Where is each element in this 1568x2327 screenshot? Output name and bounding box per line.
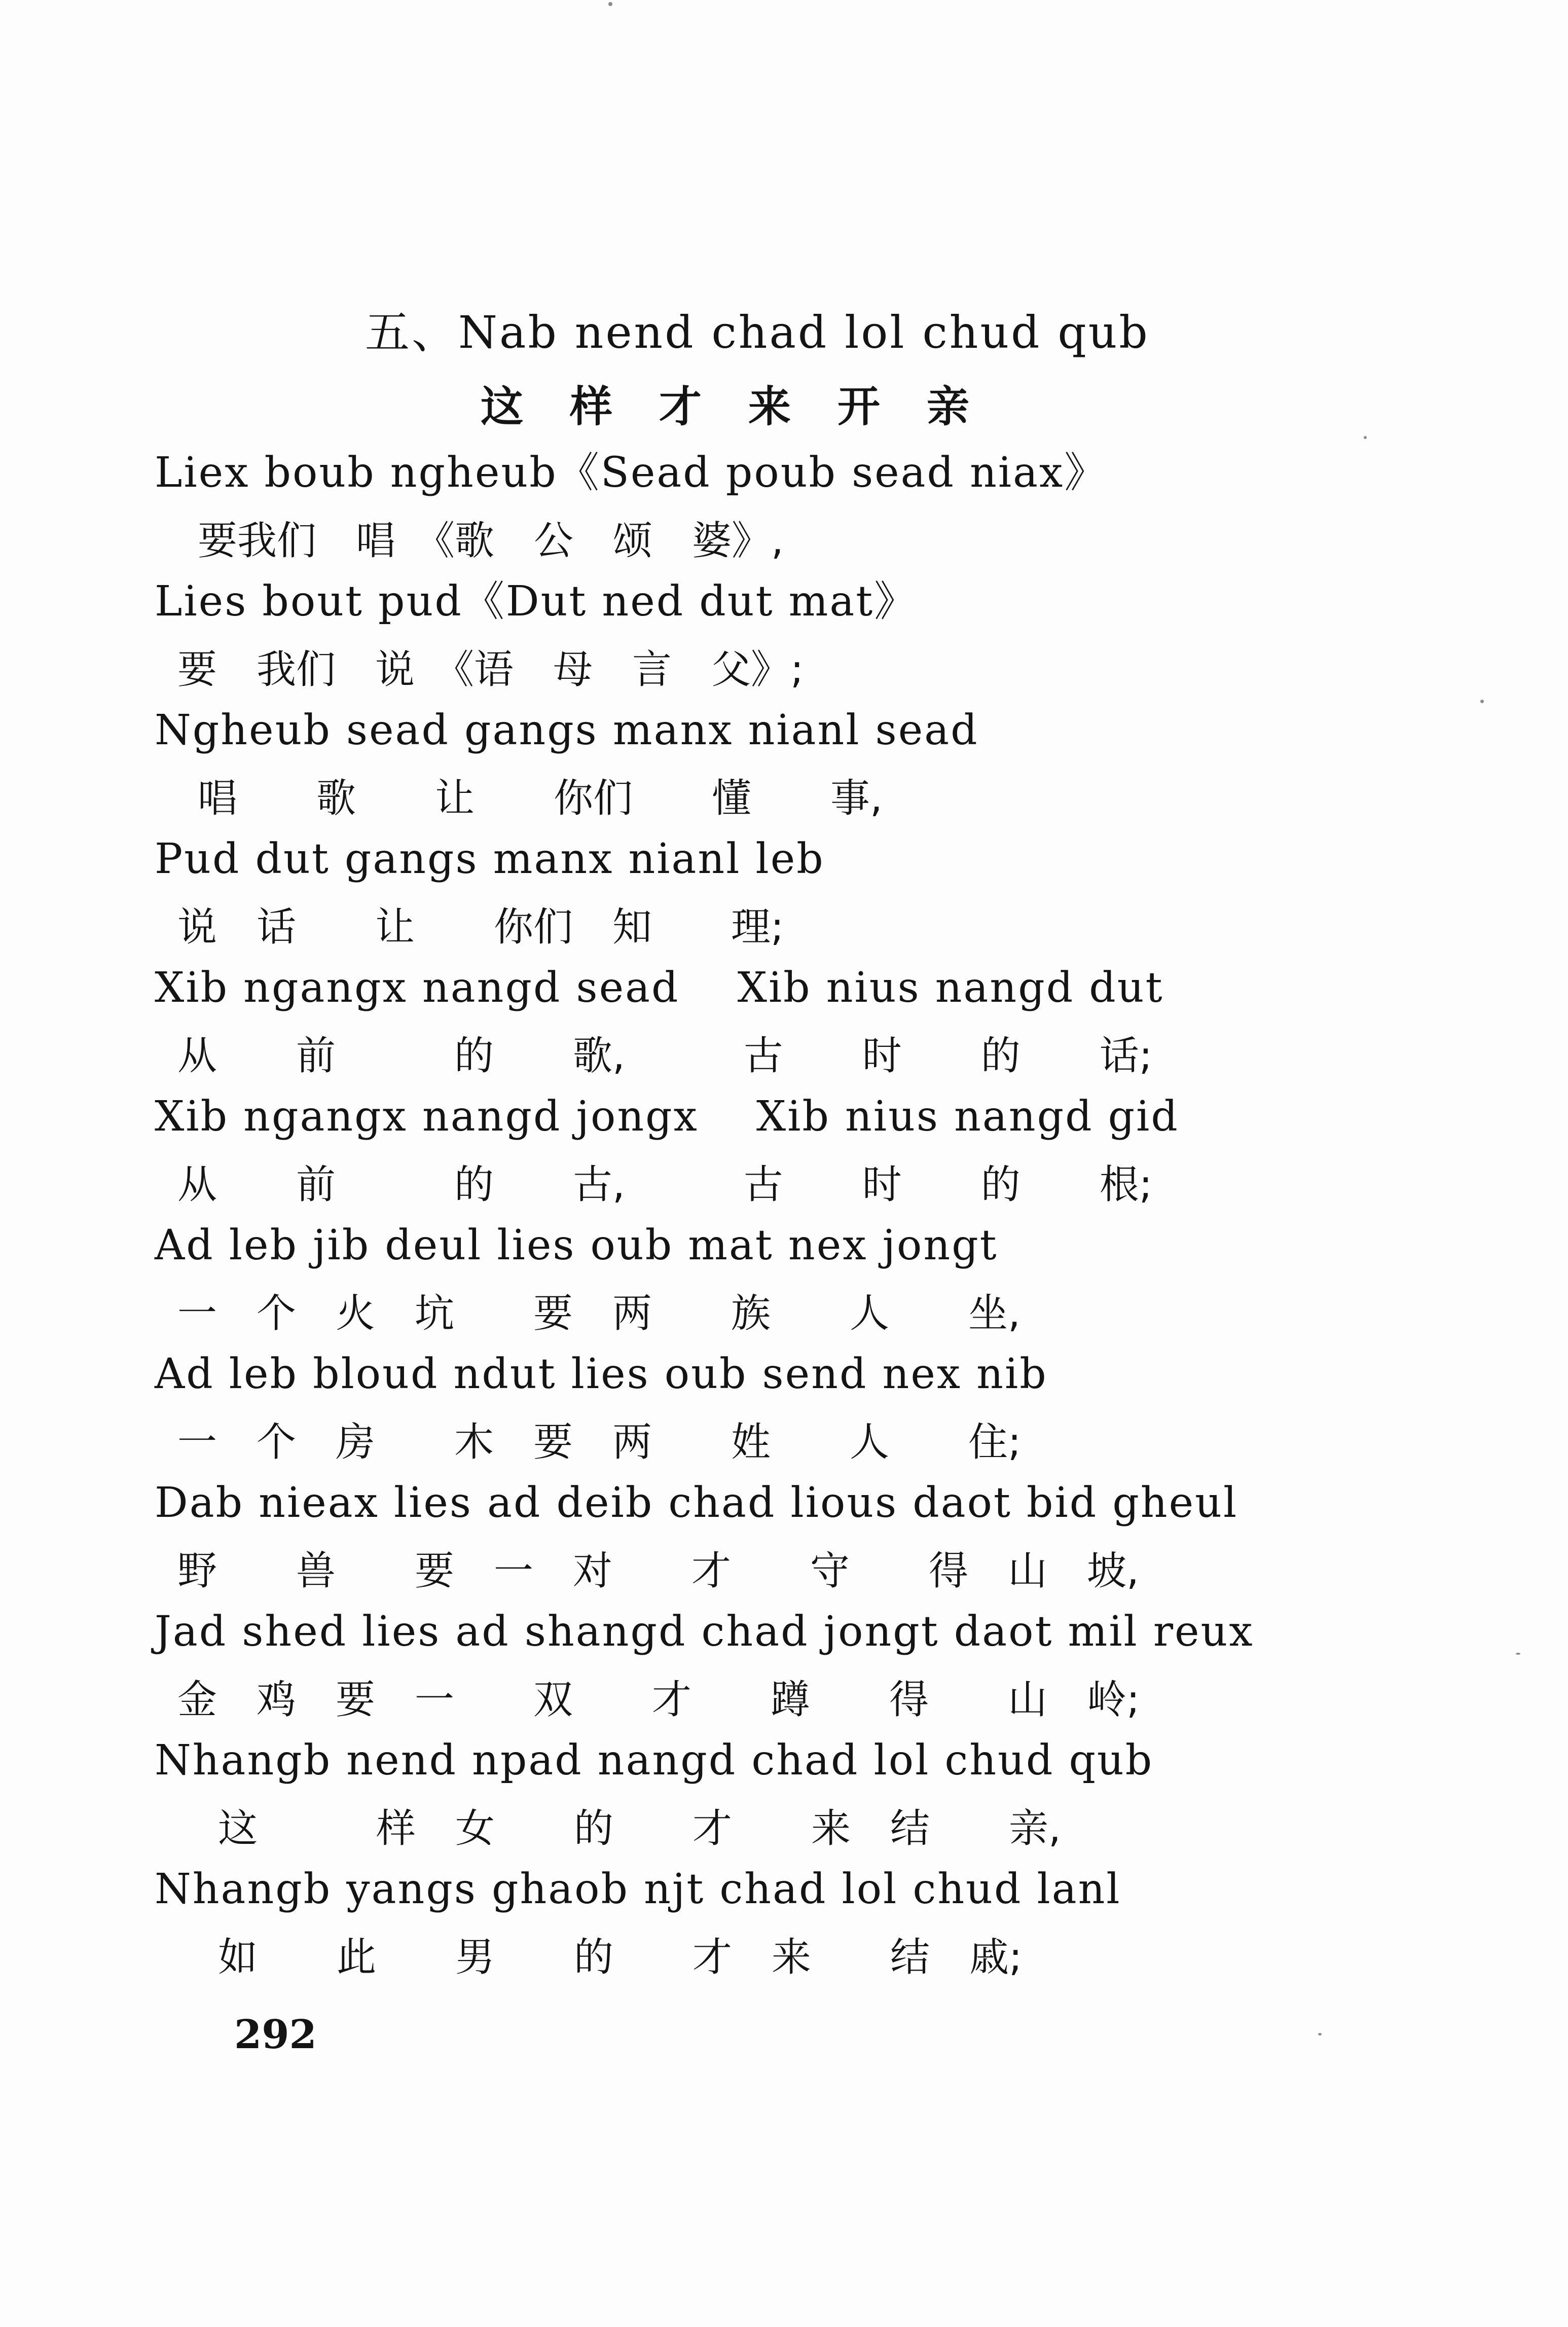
page-number: 292 <box>234 2012 317 2058</box>
verse-line-chinese: 一 个 房 木 要 两 姓 人 住; <box>177 1420 1022 1465</box>
verse-line-chinese: 这 样 女 的 才 来 结 亲, <box>218 1806 1061 1851</box>
verse-line-chinese: 从 前 的 歌, 古 时 的 话; <box>177 1033 1153 1079</box>
verse-line-miao: Lies bout pud《Dut ned dut mat》 <box>155 577 918 626</box>
section-heading-miao: 五、Nab nend chad lol chud qub <box>365 306 1150 358</box>
verse-line-chinese: 说 话 让 你们 知 理; <box>177 904 784 950</box>
verse-line-miao: Pud dut gangs manx nianl leb <box>155 835 825 883</box>
verse-line-miao: Ad leb jib deul lies oub mat nex jongt <box>155 1221 998 1269</box>
section-heading-chinese: 这样才来开亲 <box>481 382 1016 431</box>
verse-line-miao: Jad shed lies ad shangd chad jongt daot mil reux <box>155 1608 1254 1656</box>
verse-line-chinese: 从 前 的 古, 古 时 的 根; <box>177 1162 1153 1208</box>
verse-line-miao: Ad leb bloud ndut lies oub send nex nib <box>155 1350 1048 1398</box>
verse-line-chinese: 野 兽 要 一 对 才 守 得 山 坡, <box>177 1548 1139 1594</box>
verse-line-chinese: 如 此 男 的 才 来 结 戚; <box>218 1935 1023 1980</box>
scan-speck <box>1516 1653 1520 1655</box>
verse-line-chinese: 金 鸡 要 一 双 才 蹲 得 山 岭; <box>177 1677 1140 1723</box>
verse-line-miao: Xib ngangx nangd sead Xib nius nangd dut <box>155 964 1164 1012</box>
verse-line-miao: Nhangb yangs ghaob njt chad lol chud lanl <box>155 1865 1121 1913</box>
verse-line-miao: Liex boub ngheub《Sead poub sead niax》 <box>155 449 1108 497</box>
scan-speck <box>608 2 612 6</box>
verse-line-chinese: 要 我们 说 《语 母 言 父》; <box>177 647 804 693</box>
verse-line-miao: Dab nieax lies ad deib chad lious daot bid gheul <box>155 1479 1238 1527</box>
scan-speck <box>1364 436 1367 439</box>
verse-line-miao: Ngheub sead gangs manx nianl sead <box>155 706 979 754</box>
scan-speck <box>1318 2033 1322 2035</box>
scan-speck <box>1480 700 1484 703</box>
verse-line-miao: Xib ngangx nangd jongx Xib nius nangd gid <box>155 1093 1179 1141</box>
verse-line-miao: Nhangb nend npad nangd chad lol chud qub <box>155 1736 1154 1785</box>
verse-line-chinese: 一 个 火 坑 要 两 族 人 坐, <box>177 1291 1020 1336</box>
verse-line-chinese: 唱 歌 让 你们 懂 事, <box>198 776 883 821</box>
verse-line-chinese: 要我们 唱 《歌 公 颂 婆》, <box>198 518 784 564</box>
